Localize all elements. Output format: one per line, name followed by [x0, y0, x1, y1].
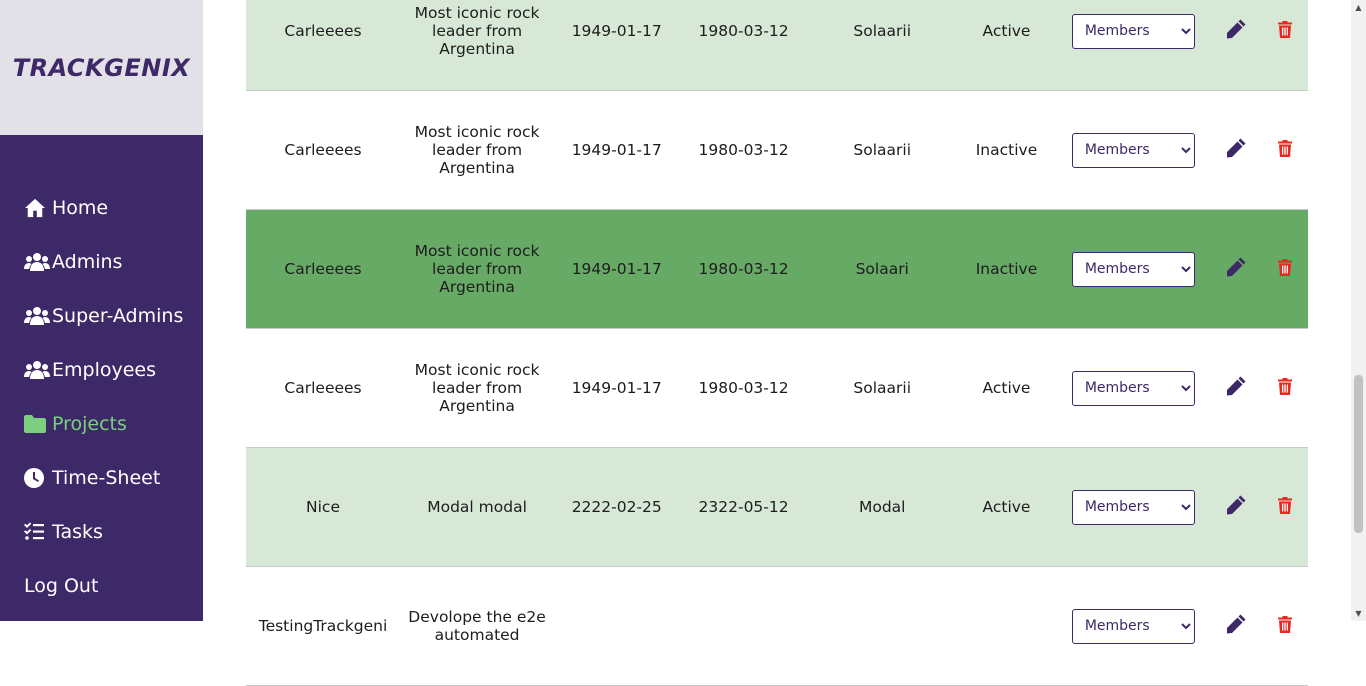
vertical-scrollbar[interactable] [1351, 0, 1366, 621]
edit-cell [1210, 0, 1261, 91]
project-client: Solaarii [808, 0, 957, 91]
project-start-date: 1949-01-17 [554, 329, 679, 448]
edit-pencil-icon[interactable] [1226, 138, 1246, 158]
scrollbar-thumb[interactable] [1354, 375, 1363, 533]
sidebar-item-admins[interactable] [0, 235, 203, 289]
project-client [808, 567, 957, 686]
project-name: TestingTrackgeni [246, 567, 400, 686]
folder-icon [24, 413, 48, 435]
sidebar-item-label: Employees [52, 359, 156, 381]
project-status: Inactive [957, 91, 1057, 210]
sidebar-item-label: Super-Admins [52, 305, 184, 327]
home-icon [24, 197, 48, 219]
table-row[interactable] [246, 567, 1308, 686]
delete-cell [1262, 0, 1308, 91]
project-description: Most iconic rock leader from Argentina [400, 91, 554, 210]
sidebar-item-home[interactable] [0, 181, 203, 235]
members-select[interactable] [1072, 252, 1195, 287]
scroll-up-arrow-icon[interactable]: ▲ [1355, 3, 1362, 12]
sidebar-item-time-sheet[interactable] [0, 451, 203, 505]
users-icon [24, 359, 48, 381]
app-logo[interactable]: TRACKGENIX [12, 53, 191, 82]
delete-cell [1262, 567, 1308, 686]
sidebar-item-projects[interactable] [0, 397, 203, 451]
project-description: Most iconic rock leader from Argentina [400, 329, 554, 448]
project-name: Nice [246, 448, 400, 567]
project-name: Carleeees [246, 210, 400, 329]
clock-icon [24, 467, 48, 489]
project-start-date: 1949-01-17 [554, 210, 679, 329]
sidebar-item-label: Tasks [52, 521, 103, 543]
delete-cell [1262, 210, 1308, 329]
project-description: Devolope the e2e automated [400, 567, 554, 686]
sidebar-item-label: Time-Sheet [52, 467, 161, 489]
project-name: Carleeees [246, 329, 400, 448]
table-row[interactable] [246, 0, 1308, 91]
members-cell [1056, 329, 1210, 448]
sidebar-item-employees[interactable] [0, 343, 203, 397]
project-end-date: 1980-03-12 [679, 91, 807, 210]
project-status: Active [957, 329, 1057, 448]
members-select[interactable] [1072, 490, 1195, 525]
project-status: Active [957, 448, 1057, 567]
project-end-date [679, 567, 807, 686]
sidebar-item-tasks[interactable] [0, 505, 203, 559]
sidebar-item-logout[interactable] [0, 559, 203, 613]
sidebar-item-label: Home [52, 197, 109, 219]
logo-area [0, 0, 203, 135]
members-cell [1056, 210, 1210, 329]
project-end-date: 1980-03-12 [679, 0, 807, 91]
project-end-date: 2322-05-12 [679, 448, 807, 567]
edit-cell [1210, 329, 1261, 448]
project-client: Modal [808, 448, 957, 567]
scroll-down-arrow-icon[interactable]: ▼ [1355, 609, 1362, 618]
project-status: Active [957, 0, 1057, 91]
edit-pencil-icon[interactable] [1226, 19, 1246, 39]
project-client: Solaarii [808, 91, 957, 210]
table-row[interactable] [246, 210, 1308, 329]
project-description: Modal modal [400, 448, 554, 567]
edit-pencil-icon[interactable] [1226, 495, 1246, 515]
members-select[interactable] [1072, 14, 1195, 49]
table-row[interactable] [246, 329, 1308, 448]
edit-pencil-icon[interactable] [1226, 614, 1246, 634]
project-description: Most iconic rock leader from Argentina [400, 210, 554, 329]
project-name: Carleeees [246, 0, 400, 91]
main-content [203, 0, 1351, 644]
project-name: Carleeees [246, 91, 400, 210]
users-icon [24, 305, 48, 327]
members-select[interactable] [1072, 609, 1195, 644]
members-cell [1056, 567, 1210, 686]
edit-pencil-icon[interactable] [1226, 376, 1246, 396]
project-start-date: 1949-01-17 [554, 91, 679, 210]
table-row[interactable] [246, 91, 1308, 210]
trash-icon[interactable] [1278, 378, 1292, 395]
edit-cell [1210, 210, 1261, 329]
trash-icon[interactable] [1278, 259, 1292, 276]
delete-cell [1262, 91, 1308, 210]
delete-cell [1262, 448, 1308, 567]
project-description: Most iconic rock leader from Argentina [400, 0, 554, 91]
sidebar-item-label: Admins [52, 251, 123, 273]
project-status [957, 567, 1057, 686]
trash-icon[interactable] [1278, 140, 1292, 157]
sidebar [0, 0, 203, 621]
project-start-date: 1949-01-17 [554, 0, 679, 91]
delete-cell [1262, 329, 1308, 448]
edit-pencil-icon[interactable] [1226, 257, 1246, 277]
sidebar-nav [0, 181, 203, 613]
project-client: Solaari [808, 210, 957, 329]
table-row[interactable] [246, 448, 1308, 567]
sidebar-item-label: Log Out [24, 575, 99, 597]
members-select[interactable] [1072, 371, 1195, 406]
project-client: Solaarii [808, 329, 957, 448]
members-cell [1056, 91, 1210, 210]
sidebar-item-label: Projects [52, 413, 127, 435]
edit-cell [1210, 448, 1261, 567]
trash-icon[interactable] [1278, 616, 1292, 633]
users-icon [24, 251, 48, 273]
projects-table [246, 0, 1308, 686]
project-start-date [554, 567, 679, 686]
members-select[interactable] [1072, 133, 1195, 168]
project-start-date: 2222-02-25 [554, 448, 679, 567]
project-status: Inactive [957, 210, 1057, 329]
project-end-date: 1980-03-12 [679, 210, 807, 329]
edit-cell [1210, 567, 1261, 686]
edit-cell [1210, 91, 1261, 210]
project-end-date: 1980-03-12 [679, 329, 807, 448]
members-cell [1056, 0, 1210, 91]
members-cell [1056, 448, 1210, 567]
tasks-icon [24, 521, 48, 543]
trash-icon[interactable] [1278, 497, 1292, 514]
trash-icon[interactable] [1278, 21, 1292, 38]
sidebar-item-super-admins[interactable] [0, 289, 203, 343]
